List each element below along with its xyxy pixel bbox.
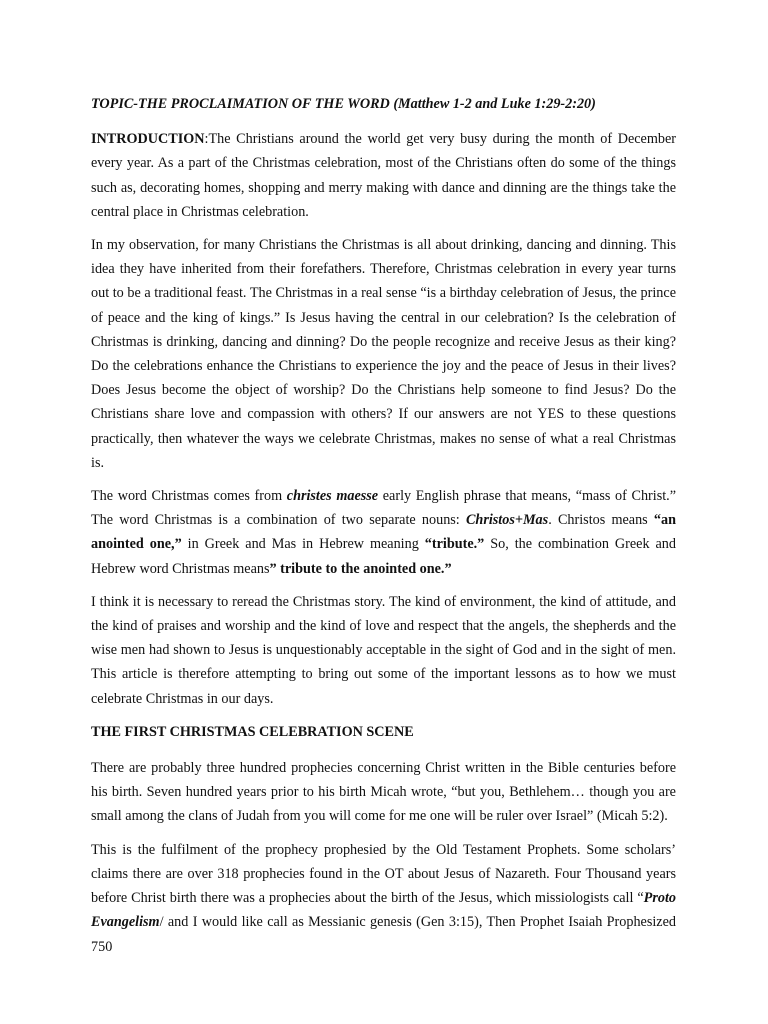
p6-text-2: / and I would like call as Messianic genesis (Gen 3:15), Then Prophet Isaiah Prophesized 750 [91, 914, 676, 955]
p3-text-5: So, the combination Greek and Hebrew word Christmas means [91, 536, 676, 577]
intro-paragraph [91, 127, 676, 224]
p3-term-tribute: “tribute.” [424, 536, 485, 553]
paragraph-6 [91, 838, 676, 959]
p3-text-1: The word Christmas comes from [91, 488, 287, 505]
p6-text-1: This is the fulfilment of the prophecy prophesied by the Old Testament Prophets. Some scholars’ claims there are over 318 prophecies found in the OT about Jesus of Nazareth. Four Thousand years before Christ birth there was a prophecies about the birth of the Jesus, which missiologists call “ [91, 841, 676, 907]
paragraph-2: In my observation, for many Christians the Christmas is all about drinking, dancing and dinning. This idea they have inherited from their forefathers. Therefore, Christmas celebration in every year turns out to be a traditional feast. The Christmas in a real sense “is a birthday celebration of Jesus, the prince of peace and the king of kings.” Is Jesus having the central in our celebration? Is the celebration of Christmas is drinking, dancing and dinning? Do the people recognize and receive Jesus as their king? Do the celebrations enhance the Christians to experience the joy and the peace of Jesus in their lives? Does Jesus become the object of worship? Do the Christians help someone to find Jesus? Do the Christians share love and compassion with others? If our answers are not YES to these questions practically, then whatever the ways we celebrate Christmas, makes no sense of what a real Christmas is. [91, 237, 676, 471]
intro-label: INTRODUCTION [91, 131, 205, 148]
document-title: TOPIC-THE PROCLAIMATION OF THE WORD (Matthew 1-2 and Luke 1:29-2:20) [91, 96, 596, 112]
p3-text-3: . Christos means [548, 512, 654, 529]
p6-term-proto-evangelism: Proto Evangelism [91, 890, 676, 931]
paragraph-5: There are probably three hundred prophecies concerning Christ written in the Bible centuries before his birth. Seven hundred years prior to his birth Micah wrote, “but you, Bethlehem… though you are small among the clans of Judah from you will come for me one will be ruler over Israel” (Micah 5:2). [91, 760, 676, 825]
p3-text-4: in Greek and Mas in Hebrew meaning [181, 536, 425, 553]
paragraph-4: I think it is necessary to reread the Christmas story. The kind of environment, the kind of attitude, and the kind of praises and worship and the kind of love and respect that the angels, the shepherds and the wise men had shown to Jesus is unquestionably acceptable in the sight of God and in the sight of men. This article is therefore attempting to bring out some of the important lessons as to how we must celebrate Christmas in our days. [91, 593, 676, 707]
section-heading-first-christmas: THE FIRST CHRISTMAS CELEBRATION SCENE [91, 723, 414, 740]
p3-term-christos-mas: Christos+Mas [465, 512, 549, 529]
p3-text-2: early English phrase that means, “mass of Christ.” The word Christmas is a combination of two separate nouns: [91, 488, 677, 529]
p3-term-anointed-one: “an anointed one,” [91, 512, 676, 553]
paragraph-3 [91, 484, 676, 581]
intro-text: :The Christians around the world get very busy during the month of December every year. As a part of the Christmas celebration, most of the Christians often do some of the things such as, decorating homes, shopping and merry making with dance and dinning are the things take the central place in Christmas celebration. [91, 131, 676, 220]
p3-term-tribute-anointed: ” tribute to the anointed one.” [269, 560, 452, 577]
p3-term-christes-maesse: christes maesse [286, 488, 379, 505]
